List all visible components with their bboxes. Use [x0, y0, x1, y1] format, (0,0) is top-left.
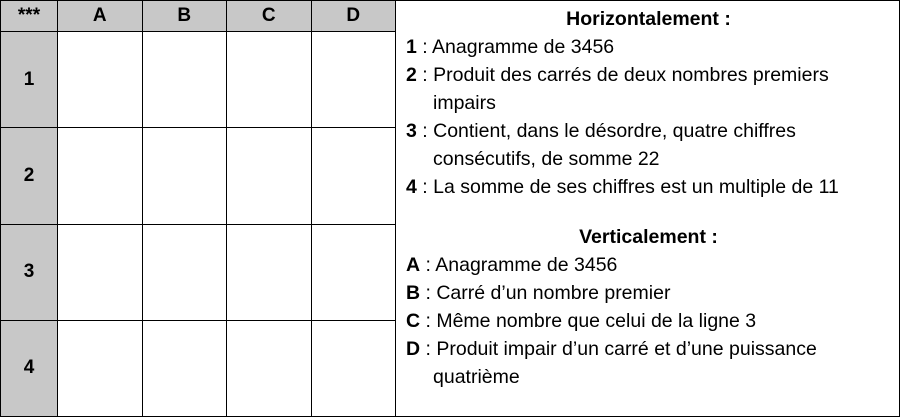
section-spacer [406, 201, 891, 223]
clue-key: 3 [406, 120, 417, 142]
column-header-a: A [58, 1, 143, 32]
clue-key: 1 [406, 36, 417, 58]
horizontal-title: Horizontalement : [566, 8, 731, 30]
row-header-1: 1 [1, 32, 58, 128]
vertical-title: Verticalement : [579, 226, 718, 248]
clues-panel [396, 0, 900, 417]
grid-cell-4c[interactable] [227, 320, 312, 416]
grid-cell-1d[interactable] [311, 32, 396, 128]
grid-cell-2b[interactable] [142, 128, 227, 224]
grid-cell-1c[interactable] [227, 32, 312, 128]
grid-cell-4b[interactable] [142, 320, 227, 416]
clue-text: : Anagramme de 3456 [416, 36, 615, 58]
clue-text: : La somme de ses chiffres est un multiple de 11 [416, 176, 839, 198]
vertical-clue-c [406, 307, 891, 335]
grid-cell-2a[interactable] [58, 128, 143, 224]
grid-row-1 [1, 32, 396, 128]
grid-cell-3b[interactable] [142, 224, 227, 320]
clue-key: A [406, 254, 421, 276]
clue-text: : Contient, dans le désordre, quatre chiffres consécutifs, de somme 22 [416, 120, 796, 170]
column-header-row [1, 1, 396, 32]
horizontal-clue-3 [406, 117, 891, 173]
grid-corner: *** [1, 1, 58, 32]
clue-text: : Même nombre que celui de la ligne 3 [420, 310, 757, 332]
grid-cell-1b[interactable] [142, 32, 227, 128]
clue-key: D [406, 338, 421, 360]
grid-cell-3a[interactable] [58, 224, 143, 320]
vertical-clue-d [406, 335, 891, 391]
clue-key: 4 [406, 176, 417, 198]
row-header-4: 4 [1, 320, 58, 416]
grid-cell-2c[interactable] [227, 128, 312, 224]
clue-key: C [406, 310, 421, 332]
horizontal-clue-4 [406, 173, 891, 201]
grid-cell-4a[interactable] [58, 320, 143, 416]
grid-row-4 [1, 320, 396, 416]
clue-text: : Carré d’un nombre premier [420, 282, 671, 304]
row-header-3: 3 [1, 224, 58, 320]
vertical-clue-a [406, 251, 891, 279]
grid-cell-1a[interactable] [58, 32, 143, 128]
column-header-b: B [142, 1, 227, 32]
vertical-clue-b [406, 279, 891, 307]
horizontal-clue-2 [406, 61, 891, 117]
clue-text: : Anagramme de 3456 [420, 254, 618, 276]
clue-key: 2 [406, 64, 417, 86]
grid-cell-3d[interactable] [311, 224, 396, 320]
column-header-d: D [311, 1, 396, 32]
column-header-c: C [227, 1, 312, 32]
grid-row-3 [1, 224, 396, 320]
horizontal-clue-1 [406, 33, 891, 61]
grid-cell-4d[interactable] [311, 320, 396, 416]
grid-cell-2d[interactable] [311, 128, 396, 224]
grid-row-2 [1, 128, 396, 224]
clue-key: B [406, 282, 421, 304]
grid-cell-3c[interactable] [227, 224, 312, 320]
puzzle-grid [0, 0, 396, 417]
clue-text: : Produit impair d’un carré et d’une puissance quatrième [420, 338, 817, 388]
clue-text: : Produit des carrés de deux nombres premiers impairs [416, 64, 829, 114]
row-header-2: 2 [1, 128, 58, 224]
